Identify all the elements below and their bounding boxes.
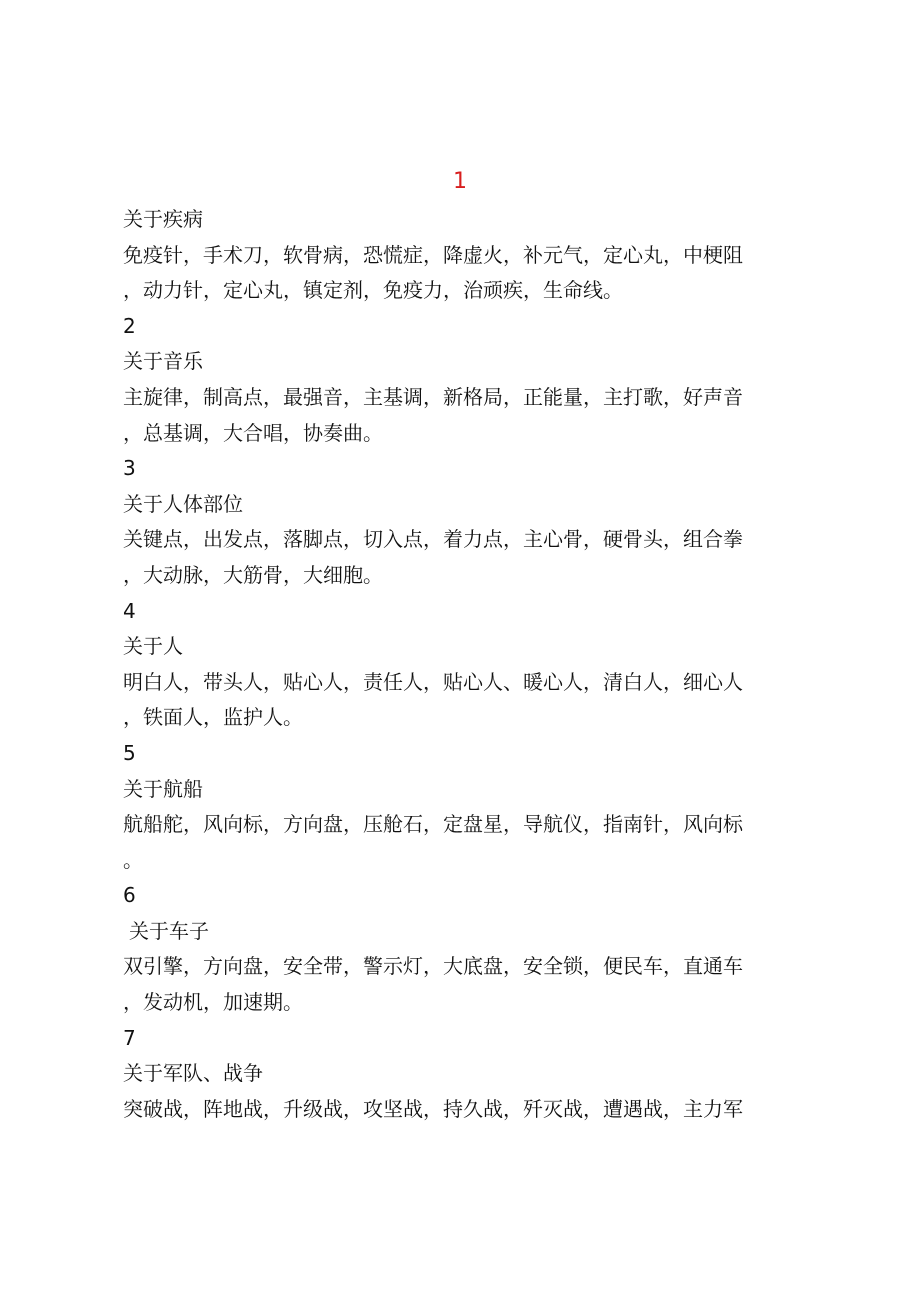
section-text-line: 免疫针，手术刀，软骨病，恐慌症，降虚火，补元气，定心丸，中梗阻 [123,242,743,267]
section-text-line: ，大动脉，大筋骨，大细胞。 [123,562,383,587]
section-number: 7 [123,1025,136,1050]
section-text-line: 航船舵，风向标，方向盘，压舱石，定盘星，导航仪，指南针，风向标 [123,812,743,837]
section-text-line: 突破战，阵地战，升级战，攻坚战，持久战，歼灭战，遭遇战，主力军 [123,1096,743,1121]
section-title: 关于疾病 [123,207,203,231]
section-number: 3 [123,456,136,481]
section-number: 5 [123,740,136,765]
section-title: 关于人体部位 [123,491,243,516]
section-number: 6 [123,883,136,908]
section-text-line: 关键点，出发点，落脚点，切入点，着力点，主心骨，硬骨头，组合拳 [123,527,743,552]
section-text-line: 主旋律，制高点，最强音，主基调，新格局，正能量，主打歌，好声音 [123,384,743,409]
section-title: 关于人 [123,634,183,659]
section-title: 关于音乐 [123,349,203,374]
section-text-line: ，铁面人，监护人。 [123,705,303,730]
document-body [123,202,803,1127]
section-title: 关于军队、战争 [123,1061,263,1086]
section-text-line: 。 [123,847,143,872]
section-text-line: ，动力针，定心丸，镇定剂，免疫力，治顽疾，生命线。 [123,278,623,303]
section-title: 关于航船 [123,776,203,801]
section-text-line: 明白人，带头人，贴心人，责任人，贴心人、暖心人，清白人，细心人 [123,669,743,694]
page-number: 1 [453,169,467,194]
section-number: 2 [123,313,136,338]
section-title: 关于车子 [129,918,209,943]
section-number: 4 [123,598,136,623]
section-text-line: 双引擎，方向盘，安全带，警示灯，大底盘，安全锁，便民车，直通车 [123,954,743,979]
section-text-line: ，发动机，加速期。 [123,990,303,1015]
section-text-line: ，总基调，大合唱，协奏曲。 [123,420,383,445]
